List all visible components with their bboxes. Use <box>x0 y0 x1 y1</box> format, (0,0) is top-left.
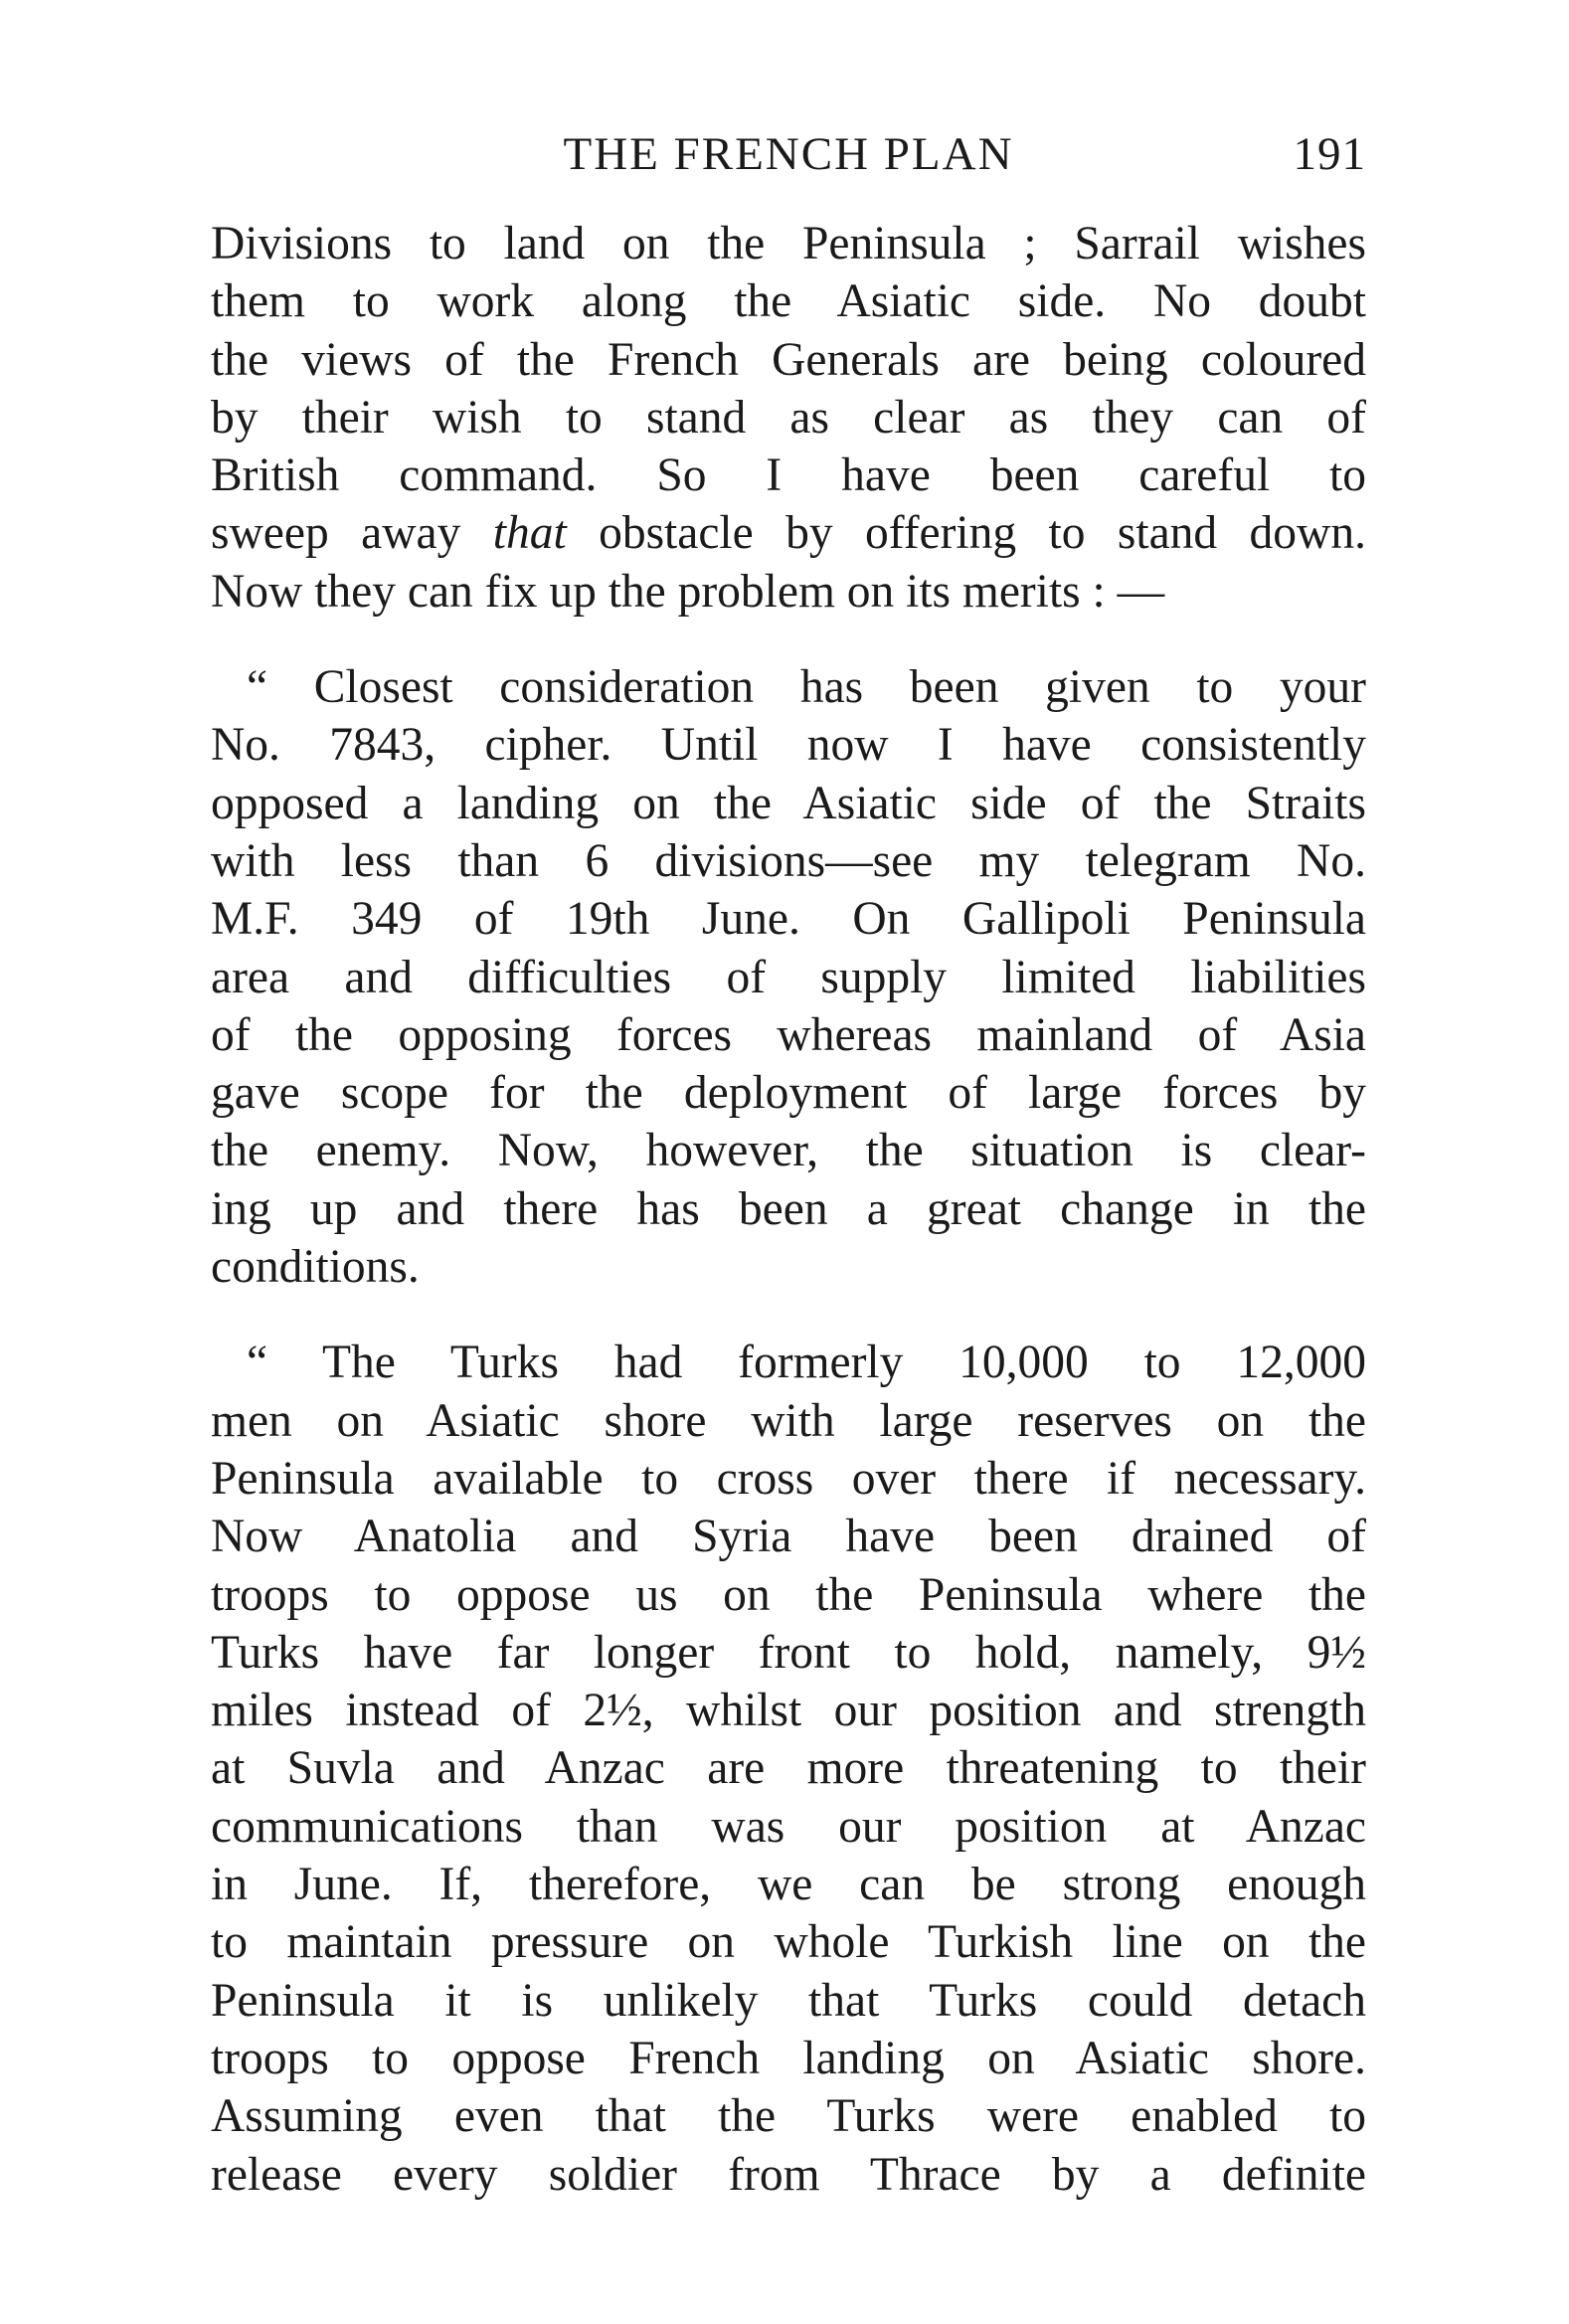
text-line: British command. So I have been careful to <box>211 449 1366 502</box>
text-run: sweep away <box>211 507 493 560</box>
paragraph-1 <box>211 215 1366 621</box>
text-line: No. 7843, cipher. Until now I have consistently <box>211 719 1366 772</box>
text-line: opposed a landing on the Asiatic side of the Straits <box>211 777 1366 829</box>
text-line: men on Asiatic shore with large reserves on the <box>211 1394 1366 1447</box>
text-line: at Suvla and Anzac are more threatening to their <box>211 1742 1366 1795</box>
text-line: by their wish to stand as clear as they can of <box>211 391 1366 444</box>
text-line: Divisions to land on the Peninsula ; Sarrail wishes <box>211 218 1366 269</box>
italic-emphasis: that <box>492 507 567 560</box>
text-line: release every soldier from Thrace by a definite <box>211 2148 1366 2201</box>
text-line: the enemy. Now, however, the situation is clear- <box>211 1125 1366 1177</box>
text-run: obstacle by offering to stand down. <box>566 507 1366 560</box>
text-line: conditions. <box>211 1241 420 1294</box>
text-line: Assuming even that the Turks were enabled to <box>211 2090 1366 2143</box>
text-line: of the opposing forces whereas mainland of Asia <box>211 1008 1366 1061</box>
text-line: in June. If, therefore, we can be strong enough <box>211 1859 1366 1911</box>
text-line: troops to oppose us on the Peninsula where the <box>211 1568 1366 1621</box>
text-line: communications than was our position at Anzac <box>211 1800 1366 1853</box>
text-line: M.F. 349 of 19th June. On Gallipoli Peninsula <box>211 893 1366 946</box>
text-line: area and difficulties of supply limited liabilities <box>211 951 1366 1003</box>
paragraph-3 <box>211 1334 1366 2203</box>
text-line: gave scope for the deployment of large forces by <box>211 1067 1366 1120</box>
page-body <box>211 215 1366 2204</box>
text-line: the views of the French Generals are being coloured <box>211 333 1366 386</box>
paragraph-gap <box>211 1296 1366 1334</box>
text-line: Now they can fix up the problem on its merits : — <box>211 565 1165 618</box>
text-line: Peninsula it is unlikely that Turks could detach <box>211 1974 1366 2027</box>
paragraph-gap <box>211 621 1366 658</box>
text-line: miles instead of 2½, whilst our position and strength <box>211 1685 1366 1737</box>
text-line <box>211 504 1366 562</box>
text-line: “ Closest consideration has been given to your <box>247 661 1366 714</box>
text-line: Turks have far longer front to hold, namely, 9½ <box>211 1626 1366 1679</box>
text-line: troops to oppose French landing on Asiatic shore. <box>211 2032 1366 2084</box>
text-line: to maintain pressure on whole Turkish line on the <box>211 1916 1366 1969</box>
text-line: them to work along the Asiatic side. No doubt <box>211 275 1366 328</box>
text-line: Peninsula available to cross over there if necessary. <box>211 1452 1366 1505</box>
paragraph-2 <box>211 658 1366 1296</box>
text-line: “ The Turks had formerly 10,000 to 12,000 <box>247 1337 1366 1389</box>
page-header <box>211 119 1366 189</box>
text-line: Now Anatolia and Syria have been drained of <box>211 1511 1366 1563</box>
page-number: 191 <box>1293 128 1366 180</box>
text-line: ing up and there has been a great change in the <box>211 1182 1366 1235</box>
text-line: with less than 6 divisions—see my telegram No. <box>211 834 1366 887</box>
running-title: THE FRENCH PLAN <box>563 128 1014 180</box>
